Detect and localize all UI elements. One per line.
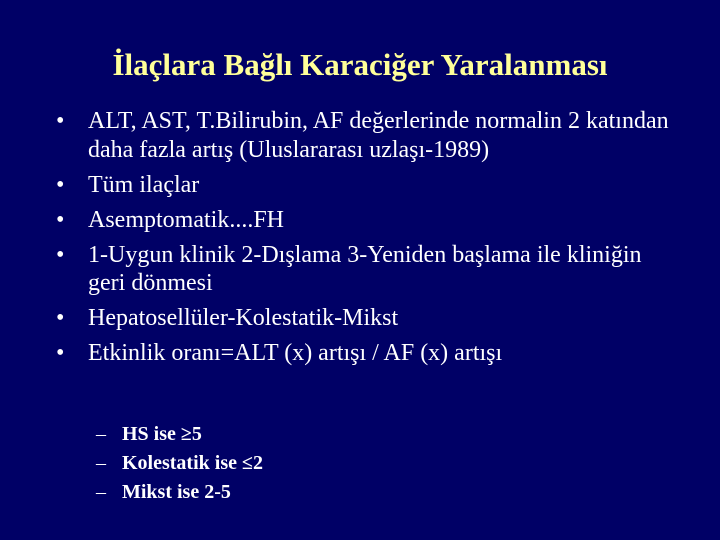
sub-bullet-item: [96, 422, 596, 447]
bullet-list: [56, 107, 676, 374]
sub-bullet-item: [96, 480, 596, 505]
bullet-text: Tüm ilaçlar: [88, 171, 200, 198]
bullet-item: [56, 304, 676, 333]
bullet-text: Asemptomatik....FH: [88, 206, 284, 233]
bullet-marker: •: [56, 305, 65, 331]
bullet-text: Etkinlik oranı=ALT (x) artışı / AF (x) artışı: [88, 340, 503, 366]
sub-bullet-list: [96, 422, 596, 509]
bullet-item: [56, 171, 676, 200]
bullet-text: ALT, AST, T.Bilirubin, AF değerlerinde normalin 2 katından daha fazla artış (Uluslararası uzlaşı-1989): [88, 108, 669, 163]
bullet-marker: •: [56, 108, 65, 134]
bullet-marker: •: [56, 340, 65, 366]
sub-bullet-marker: –: [96, 423, 106, 445]
bullet-item: [56, 339, 676, 368]
sub-bullet-item: [96, 451, 596, 476]
bullet-item: [56, 206, 676, 235]
sub-bullet-marker: –: [96, 452, 106, 474]
bullet-marker: •: [56, 206, 65, 233]
sub-bullet-text: Mikst ise 2-5: [122, 481, 231, 503]
slide-title: İlaçlara Bağlı Karaciğer Yaralanması: [112, 47, 608, 82]
bullet-text: 1-Uygun klinik 2-Dışlama 3-Yeniden başlama ile kliniğin geri dönmesi: [88, 241, 642, 296]
sub-bullet-text: HS ise ≥5: [122, 423, 202, 445]
bullet-marker: •: [56, 171, 65, 198]
bullet-text: Hepatosellüler-Kolestatik-Mikst: [88, 305, 399, 331]
bullet-item: [56, 107, 676, 164]
sub-bullet-marker: –: [96, 481, 106, 503]
bullet-item: [56, 241, 676, 298]
bullet-marker: •: [56, 241, 65, 268]
sub-bullet-text: Kolestatik ise ≤2: [122, 452, 263, 474]
